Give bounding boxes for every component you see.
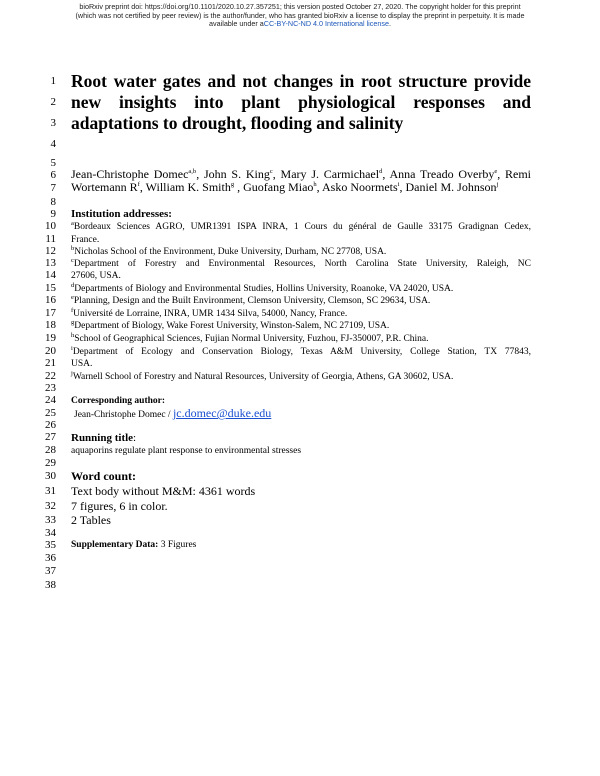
corresponding-heading: Corresponding author: [71,396,166,406]
affiliation-sup: h [313,181,317,188]
header-line-3-prefix: available under a [209,19,264,29]
affiliation-sup: h [71,331,75,339]
word-count-heading: Word count: [71,469,137,483]
header-line-1: bioRxiv preprint doi: https://doi.org/10.1101/2020.10.27.357251; this version posted October 27, 2020. The copyright holder for this preprint [79,2,521,11]
author-line-2: Wortemann $R^f$, William K. Smith$^g$ , Guofang Miao$^h$, Asko Noormets$^i$, Daniel M. Johnson$^j$ [71,180,499,194]
affiliation-sup: a [71,219,74,227]
institution-text: Warnell School of Forestry and Natural Resources, University of Georgia, Athens, GA 30602, USA. [72,372,454,382]
institution-a-cont: France. [71,235,100,245]
affiliation-sup: f [71,306,74,314]
institution-text: Department of Ecology and Conservation Biology, Texas A&M University, College Station, TX 77843, [72,347,531,357]
corresponding-line [74,407,271,421]
running-title-line [71,432,136,444]
institution-g [71,320,389,332]
line-number: 35 [45,539,56,551]
institution-j [71,371,453,383]
line-number: 9 [50,208,56,220]
line-number: 2 [50,96,56,108]
affiliation-sup: e [71,293,74,301]
running-title-colon: : [133,432,137,444]
header-line-3 [0,20,600,29]
institution-e [71,295,430,307]
word-count-line-1: Text body without M&M: 4361 words [71,484,256,498]
institution-text: Departments of Biology and Environmental Studies, Hollins University, Roanoke, VA 24020, USA. [74,284,454,294]
author-line-1: Jean-Christophe Domec$^{a,b}$, John S. King$^c$, Mary J. Carmichael$^d$, Anna Treado Overby$^e$, Remi [71,167,532,181]
line-number: 22 [45,370,56,382]
institution-h [71,333,429,345]
affiliation-sup: i [71,344,73,352]
institution-text: Department of Biology, Wake Forest University, Winston-Salem, NC 27109, USA. [74,321,390,331]
author-name: Mary J. Carmichael [280,167,380,181]
author-name: John S. King [203,167,270,181]
paper-title-line-2: new insights into plant physiological responses and [71,92,531,112]
line-number: 19 [45,332,56,344]
line-number: 29 [45,457,56,469]
affiliation-sup: b [71,244,75,252]
institution-i [71,346,531,358]
line-number: 26 [45,419,56,431]
institution-text: Nicholas School of the Environment, Duke University, Durham, NC 27708, USA. [74,247,387,257]
word-count-line-3: 2 Tables [71,513,111,527]
line-number: 11 [45,233,56,245]
author-name: Asko Noormets [322,180,398,194]
line-number: 27 [45,431,56,443]
affiliation-sup: i [397,181,400,188]
paper-title-line-3: adaptations to drought, flooding and salinity [71,113,404,133]
line-number: 12 [45,245,56,257]
supplementary-text: 3 Figures [160,540,197,550]
line-number: 20 [45,345,56,357]
line-number: 38 [45,579,56,591]
institution-b [71,246,386,258]
institutions-heading: Institution addresses: [71,208,172,220]
line-number: 25 [45,407,56,419]
line-number: 36 [45,552,56,564]
affiliation-sup: g [230,181,235,188]
word-count-line-2: 7 figures, 6 in color. [71,499,168,513]
line-number: 32 [45,500,56,512]
line-number: 33 [45,514,56,526]
line-number: 24 [45,394,56,406]
affiliation-sup: c [71,256,74,264]
institution-text: Bordeaux Sciences AGRO, UMR1391 ISPA INRA, 1 Cours du général de Gaulle 33175 Gradignan Cedex, [73,222,531,232]
line-number: 1 [50,75,56,87]
author-name: Anna Treado Overby [389,167,495,181]
author-name: Daniel M. Johnson [405,180,497,194]
institution-d [71,283,453,295]
institution-i-cont: USA. [71,359,93,369]
affiliation-sup: d [379,168,383,175]
line-number: 3 [50,117,56,129]
author-name: Guofang Miao [243,180,314,194]
corresponding-name: Jean-Christophe Domec / [74,410,171,420]
institution-c-cont: 27606, USA. [71,271,121,281]
preprint-header [0,3,600,29]
running-title-heading: Running title [71,432,134,444]
line-number: 4 [50,138,56,150]
author-name: Wortemann R [71,180,138,194]
institution-text: Planning, Design and the Built Environment, Clemson University, Clemson, SC 29634, USA. [73,296,431,306]
corresponding-email-link[interactable]: jc.domec@duke.edu [172,406,272,420]
line-number: 23 [45,382,56,394]
institution-text: School of Geographical Sciences, Fujian Normal University, Fuzhou, FJ-350007, P.R. China. [74,334,429,344]
author-name: Jean-Christophe Domec [71,167,189,181]
line-number: 16 [45,294,56,306]
line-number: 13 [45,257,56,269]
line-number: 6 [50,169,56,181]
line-number: 15 [45,282,56,294]
affiliation-sup: j [496,181,499,188]
running-title-text: aquaporins regulate plant response to environmental stresses [71,446,302,456]
line-number: 30 [45,470,56,482]
affiliation-sup: d [71,281,75,289]
author-name: William K. Smith [145,180,231,194]
affiliation-sup: j [71,369,73,377]
line-number: 8 [50,196,56,208]
supplementary-heading: Supplementary Data: [71,540,159,550]
affiliation-sup: g [71,318,75,326]
institution-text: Université de Lorraine, INRA, UMR 1434 Silva, 54000, Nancy, France. [73,309,348,319]
line-number: 31 [45,485,56,497]
line-number: 5 [50,157,56,169]
institution-c [71,258,531,270]
line-number: 14 [45,269,56,281]
header-line-3-suffix: . [388,19,391,29]
institution-text: Department of Forestry and Environmental Resources, North Carolina State University, Raleigh, NC [73,259,531,269]
line-number: 21 [45,357,56,369]
author-name: Remi [505,167,532,181]
supplementary-line [71,539,196,551]
line-number: 28 [45,444,56,456]
affiliation-sup: a,b [188,168,197,175]
institution-f [71,308,347,320]
line-number: 34 [45,527,56,539]
paper-title-line-1: Root water gates and not changes in root structure provide [71,71,531,91]
license-link[interactable]: CC-BY-NC-ND 4.0 International license [263,19,389,29]
line-number: 37 [45,565,56,577]
header-line-2: (which was not certified by peer review) is the author/funder, who has granted bioRxiv a license to display the preprint in perpetuity. It is made [75,10,525,20]
line-number: 18 [45,319,56,331]
institution-a [71,221,531,233]
affiliation-sup: f [137,181,140,188]
affiliation-sup: e [494,168,498,175]
affiliation-sup: c [269,168,273,175]
line-number: 7 [50,182,56,194]
line-number: 17 [45,307,56,319]
line-number: 10 [45,220,56,232]
